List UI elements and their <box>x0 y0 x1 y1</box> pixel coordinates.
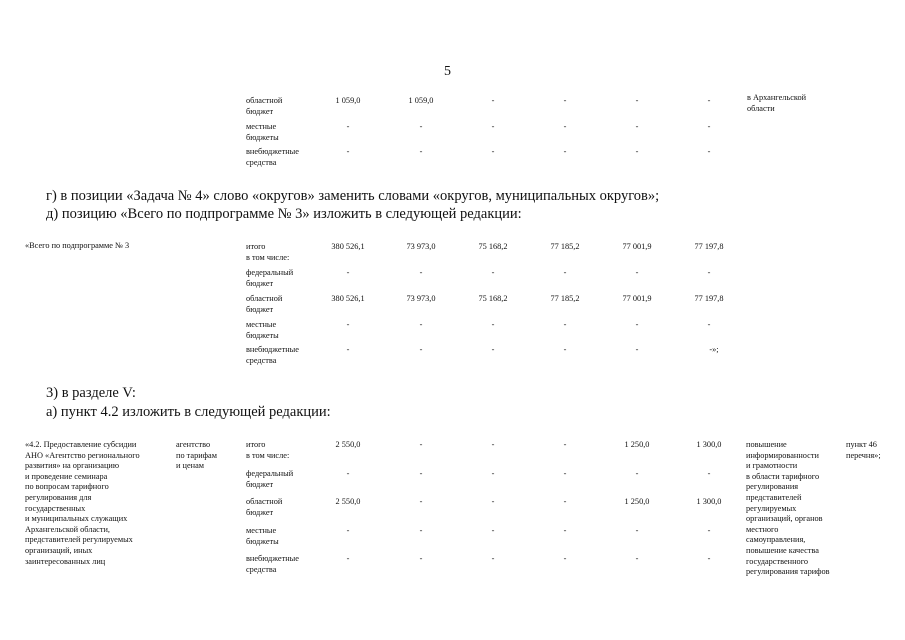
table-cell: - <box>635 554 639 563</box>
funding-source: внебюджетные средства <box>246 147 299 167</box>
table-cell: - <box>635 147 639 156</box>
expected-result: повышение информированности и грамотности в области тарифного регулирования представителей регулируемых организаций, органов местного самоуправления, повышение качества государственного регулирования тарифов <box>746 440 830 577</box>
table-cell: 380 526,1 <box>331 294 365 303</box>
table-cell: - <box>346 122 350 131</box>
table-cell: - <box>491 268 495 277</box>
table-cell: - <box>707 469 711 478</box>
table-cell: - <box>419 497 423 506</box>
funding-source: областной бюджет <box>246 96 283 116</box>
table-cell: 1 300,0 <box>696 497 722 506</box>
paragraph-g: г) в позиции «Задача № 4» слово «округов» заменить словами «округов, муниципальных округов»; <box>46 188 660 204</box>
table-cell: -»; <box>709 345 719 354</box>
table-cell: - <box>563 122 567 131</box>
funding-source: внебюджетные средства <box>246 554 299 574</box>
table-cell: 1 300,0 <box>696 440 722 449</box>
table-cell: - <box>563 554 567 563</box>
table-cell: - <box>491 440 495 449</box>
table-cell: - <box>419 345 423 354</box>
table-cell: - <box>635 526 639 535</box>
table-cell: - <box>491 122 495 131</box>
table-cell: 2 550,0 <box>335 440 361 449</box>
table-cell: - <box>635 320 639 329</box>
table-cell: - <box>707 268 711 277</box>
table-cell: - <box>491 320 495 329</box>
table-cell: - <box>635 345 639 354</box>
table-cell: - <box>346 345 350 354</box>
row-title: «Всего по подпрограмме № 3 <box>25 241 130 250</box>
table-cell: - <box>563 320 567 329</box>
table-cell: - <box>707 554 711 563</box>
table-cell: - <box>346 320 350 329</box>
table-cell: 77 185,2 <box>550 242 580 251</box>
table-cell: - <box>491 345 495 354</box>
paragraph-d: д) позицию «Всего по подпрограмме № 3» изложить в следующей редакции: <box>46 206 522 222</box>
table-cell: - <box>563 497 567 506</box>
funding-source: областной бюджет <box>246 497 283 517</box>
funding-source: федеральный бюджет <box>246 268 294 288</box>
table-cell: - <box>419 469 423 478</box>
table-cell: - <box>707 96 711 105</box>
table-cell: 73 973,0 <box>406 294 436 303</box>
table-cell: - <box>491 147 495 156</box>
table-cell: - <box>707 122 711 131</box>
paragraph-3: 3) в разделе V: <box>46 385 136 401</box>
table-cell: - <box>563 96 567 105</box>
table-cell: - <box>563 147 567 156</box>
table-cell: - <box>635 96 639 105</box>
table-cell: 75 168,2 <box>478 242 508 251</box>
paragraph-a: а) пункт 4.2 изложить в следующей редакции: <box>46 404 331 420</box>
table-cell: - <box>635 469 639 478</box>
funding-source: итого в том числе: <box>246 242 290 262</box>
table-cell: - <box>419 122 423 131</box>
table-cell: - <box>563 440 567 449</box>
table-cell: 2 550,0 <box>335 497 361 506</box>
table-cell: - <box>707 147 711 156</box>
funding-source: местные бюджеты <box>246 122 279 142</box>
table-cell: 77 001,9 <box>622 294 652 303</box>
table-cell: 73 973,0 <box>406 242 436 251</box>
table-cell: - <box>563 469 567 478</box>
table-cell: 1 059,0 <box>408 96 434 105</box>
table-cell: - <box>635 122 639 131</box>
table-cell: 77 197,8 <box>694 294 724 303</box>
table-cell: 380 526,1 <box>331 242 365 251</box>
funding-source: местные бюджеты <box>246 320 279 340</box>
table-cell: - <box>419 320 423 329</box>
table-cell: - <box>635 268 639 277</box>
table-cell: - <box>346 554 350 563</box>
table-cell: 1 250,0 <box>624 440 650 449</box>
funding-source: внебюджетные средства <box>246 345 299 365</box>
reference: пункт 46 перечня»; <box>846 440 881 460</box>
table-cell: - <box>563 526 567 535</box>
table-cell: - <box>707 320 711 329</box>
table-cell: - <box>563 268 567 277</box>
table-cell: 77 001,9 <box>622 242 652 251</box>
table-cell: - <box>491 96 495 105</box>
table-cell: - <box>419 554 423 563</box>
table-cell: - <box>419 526 423 535</box>
table-cell: 77 197,8 <box>694 242 724 251</box>
item-description: «4.2. Предоставление субсидии АНО «Агентство регионального развития» на организацию и проведение семинара по вопросам тарифного регулирования для государственных и муниципальных служащих Архангельской области, представителей регулируемых организаций, иных заинтересованных лиц <box>25 440 140 566</box>
table-cell: - <box>419 147 423 156</box>
table-cell: 1 059,0 <box>335 96 361 105</box>
table-cell: - <box>346 526 350 535</box>
table-cell: - <box>707 526 711 535</box>
table-cell: - <box>491 497 495 506</box>
table-cell: 77 185,2 <box>550 294 580 303</box>
table-cell: - <box>491 469 495 478</box>
funding-source: итого в том числе: <box>246 440 290 460</box>
funding-source: областной бюджет <box>246 294 283 314</box>
executor: агентство по тарифам и ценам <box>176 440 217 471</box>
table-cell: 75 168,2 <box>478 294 508 303</box>
table-cell: - <box>563 345 567 354</box>
table-cell: - <box>419 440 423 449</box>
table-cell: - <box>419 268 423 277</box>
table-cell: 1 250,0 <box>624 497 650 506</box>
executor-tail: в Архангельской области <box>747 93 807 113</box>
table-cell: - <box>346 469 350 478</box>
table-cell: - <box>491 526 495 535</box>
table-cell: - <box>346 147 350 156</box>
table-cell: - <box>346 268 350 277</box>
table-cell: - <box>491 554 495 563</box>
funding-source: местные бюджеты <box>246 526 279 546</box>
funding-source: федеральный бюджет <box>246 469 294 489</box>
page-number: 5 <box>444 64 451 79</box>
